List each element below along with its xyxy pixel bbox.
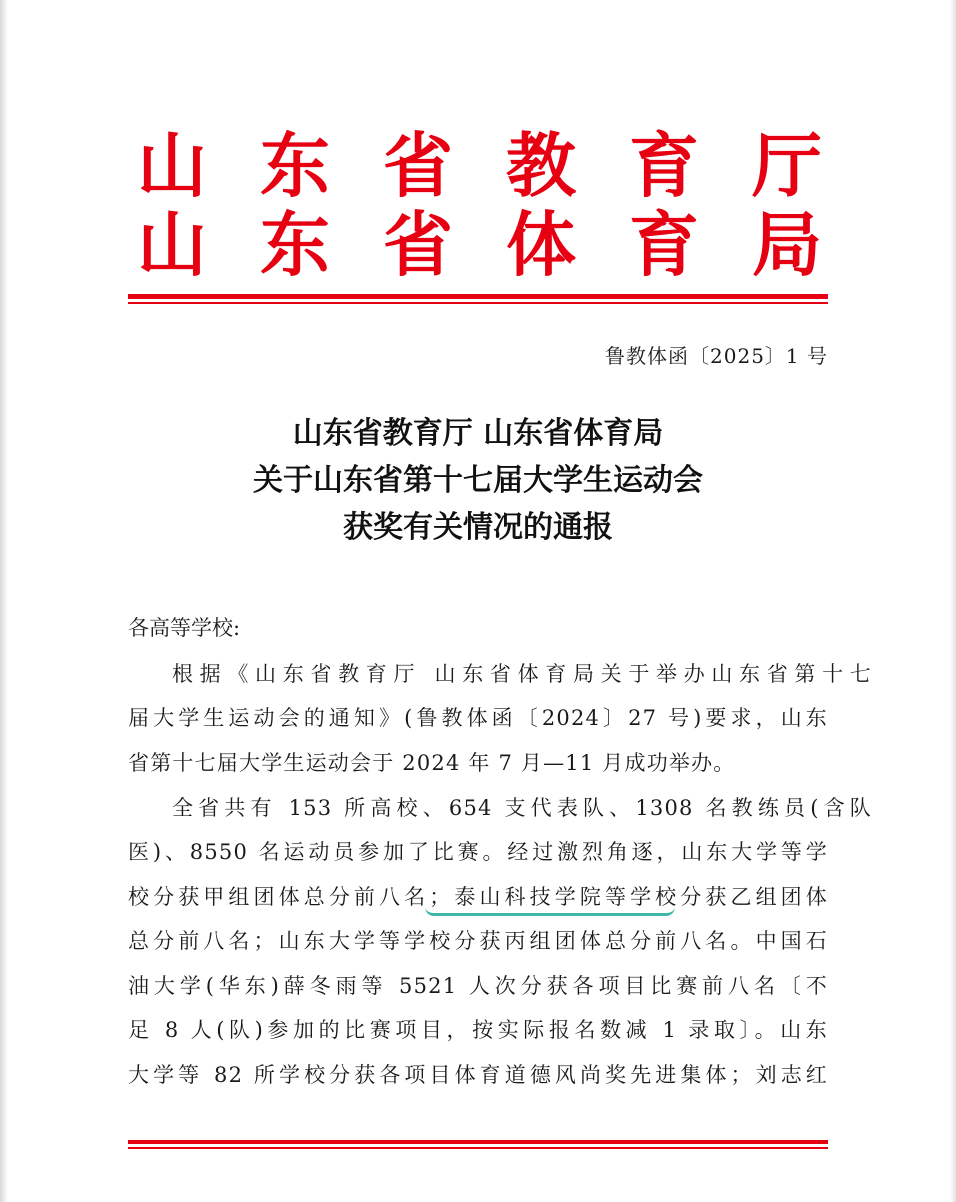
paragraph-1-line: 省第十七届大学生运动会于 2024 年 7 月—11 月成功举办。 — [128, 751, 736, 775]
masthead-char: 厅 — [752, 125, 822, 207]
salutation: 各高等学校: — [128, 616, 241, 640]
page-shadow-left — [0, 0, 8, 1202]
paragraph-2-line: 足 8 人(队)参加的比赛项目，按实际报名数减 1 录取〕。山东 — [128, 1018, 828, 1042]
footer-rule-thin — [128, 1147, 828, 1149]
masthead-line-1 — [132, 126, 827, 206]
masthead-char: 山 — [137, 204, 207, 286]
paragraph-1-line: 根据《山东省教育厅 山东省体育局关于举办山东省第十七 — [172, 662, 872, 686]
masthead-char: 省 — [383, 204, 453, 286]
masthead-char: 山 — [137, 125, 207, 207]
title-line-3: 获奖有关情况的通报 — [343, 510, 613, 545]
paragraph-2-line: 油大学(华东)薛冬雨等 5521 人次分获各项目比赛前八名〔不 — [128, 974, 828, 998]
paragraph-2-line: 总分前八名；山东大学等学校分获丙组团体总分前八名。中国石 — [128, 929, 828, 953]
masthead-char: 育 — [629, 204, 699, 286]
paragraph-2-line: 全省共有 153 所高校、654 支代表队、1308 名教练员(含队 — [172, 796, 872, 820]
paragraph-2-line: 校分获甲组团体总分前八名；泰山科技学院等学校分获乙组团体 — [128, 885, 828, 909]
header-rule-thick — [128, 294, 828, 299]
document-number: 鲁教体函〔2025〕1 号 — [605, 344, 828, 368]
masthead-char: 教 — [506, 125, 576, 207]
footer-rule-thick — [128, 1140, 828, 1144]
paragraph-2-line: 医)、8550 名运动员参加了比赛。经过激烈角逐，山东大学等学 — [128, 840, 828, 864]
masthead-char: 东 — [260, 125, 330, 207]
masthead-char: 育 — [629, 125, 699, 207]
highlight-underline — [425, 907, 675, 916]
masthead-char: 省 — [383, 125, 453, 207]
page-shadow-right — [950, 0, 956, 1202]
paragraph-2-line: 大学等 82 所学校分获各项目体育道德风尚奖先进集体；刘志红 — [128, 1063, 828, 1087]
masthead-char: 东 — [260, 204, 330, 286]
masthead-char: 体 — [506, 204, 576, 286]
title-line-1: 山东省教育厅 山东省体育局 — [292, 416, 664, 451]
title-line-2: 关于山东省第十七届大学生运动会 — [253, 463, 703, 498]
masthead-char: 局 — [752, 204, 822, 286]
masthead-line-2 — [132, 205, 827, 285]
header-rule-thin — [128, 302, 828, 304]
paragraph-1-line: 届大学生运动会的通知》(鲁教体函〔2024〕27 号)要求，山东 — [128, 706, 828, 730]
